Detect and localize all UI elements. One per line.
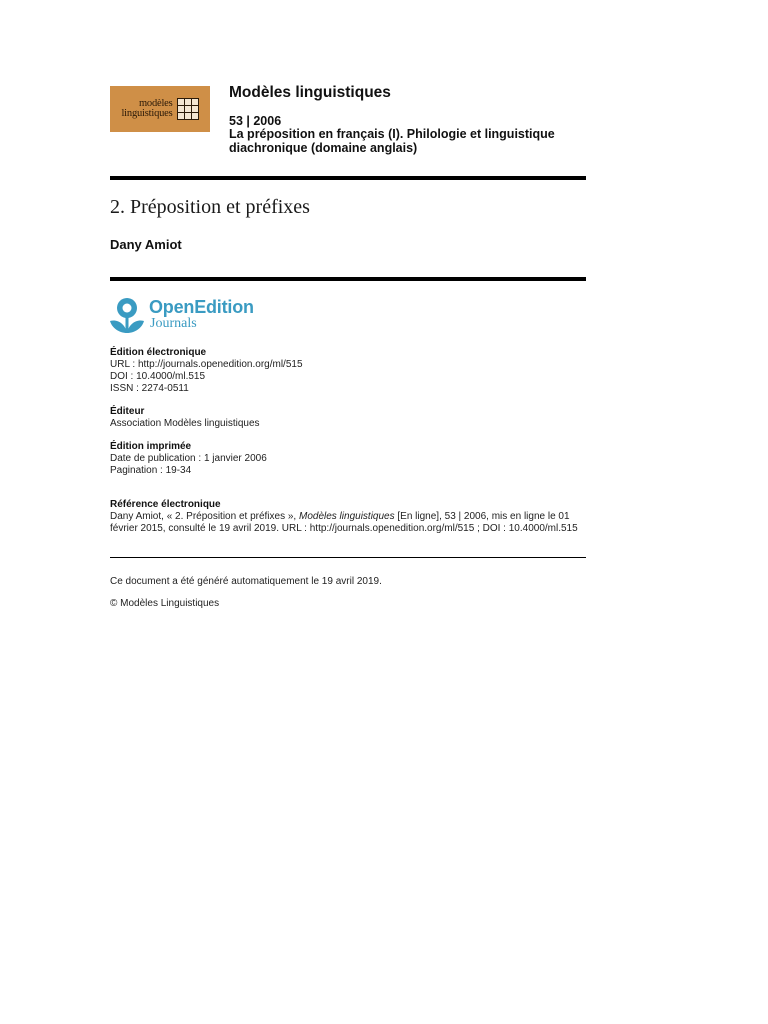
generated-note: Ce document a été généré automatiquement le 19 avril 2019. <box>110 576 382 587</box>
footer-divider <box>110 557 586 558</box>
openedition-logo[interactable] <box>110 297 310 337</box>
logo-line-1: modèles <box>138 98 173 109</box>
openedition-sub: Journals <box>150 316 197 331</box>
openedition-name: OpenEdition <box>149 297 254 317</box>
reference-label: Référence électronique <box>110 499 221 510</box>
journal-title: Modèles linguistiques <box>229 84 391 101</box>
publication-date: Date de publication : 1 janvier 2006 <box>110 453 267 464</box>
edition-imprimee-label: Édition imprimée <box>110 441 192 452</box>
section-reference-electronique <box>110 499 586 535</box>
top-divider <box>110 176 586 180</box>
reference-part-1: Dany Amiot, « 2. Préposition et préfixes », <box>110 511 299 522</box>
reference-text <box>110 511 580 535</box>
article-title: 2. Préposition et préfixes <box>110 196 310 218</box>
article-author: Dany Amiot <box>110 237 182 252</box>
copyright-note: © Modèles Linguistiques <box>110 598 220 609</box>
section-editeur <box>110 406 586 430</box>
section-edition-imprimee <box>110 441 586 477</box>
logo-line-2: linguistiques <box>121 108 173 119</box>
edition-issn: ISSN : 2274-0511 <box>110 383 189 394</box>
pagination: Pagination : 19-34 <box>110 465 192 476</box>
issue-title: La préposition en français (I). Philologie et linguistique diachronique (domaine anglais) <box>229 127 555 155</box>
edition-doi[interactable]: DOI : 10.4000/ml.515 <box>110 371 206 382</box>
reference-journal: Modèles linguistiques <box>298 511 395 522</box>
edition-electronique-label: Édition électronique <box>110 347 207 358</box>
issue-number: 53 | 2006 <box>229 114 282 128</box>
openedition-flower-icon <box>110 297 144 335</box>
editeur-value: Association Modèles linguistiques <box>110 418 260 429</box>
editeur-label: Éditeur <box>110 406 145 417</box>
bottom-divider <box>110 277 586 281</box>
edition-url[interactable]: URL : http://journals.openedition.org/ml/515 <box>110 359 303 370</box>
section-edition-electronique <box>110 347 586 395</box>
journal-logo <box>110 86 210 132</box>
logo-grid-icon <box>177 98 199 120</box>
reference-part-2[interactable]: [En ligne], 53 | 2006, mis en ligne le 01 février 2015, consulté le 19 avril 2019. URL : http://journals.openedition.org/ml/515 ; DOI : 10.4000/ml.515 <box>110 511 578 534</box>
logo-text <box>121 99 172 119</box>
